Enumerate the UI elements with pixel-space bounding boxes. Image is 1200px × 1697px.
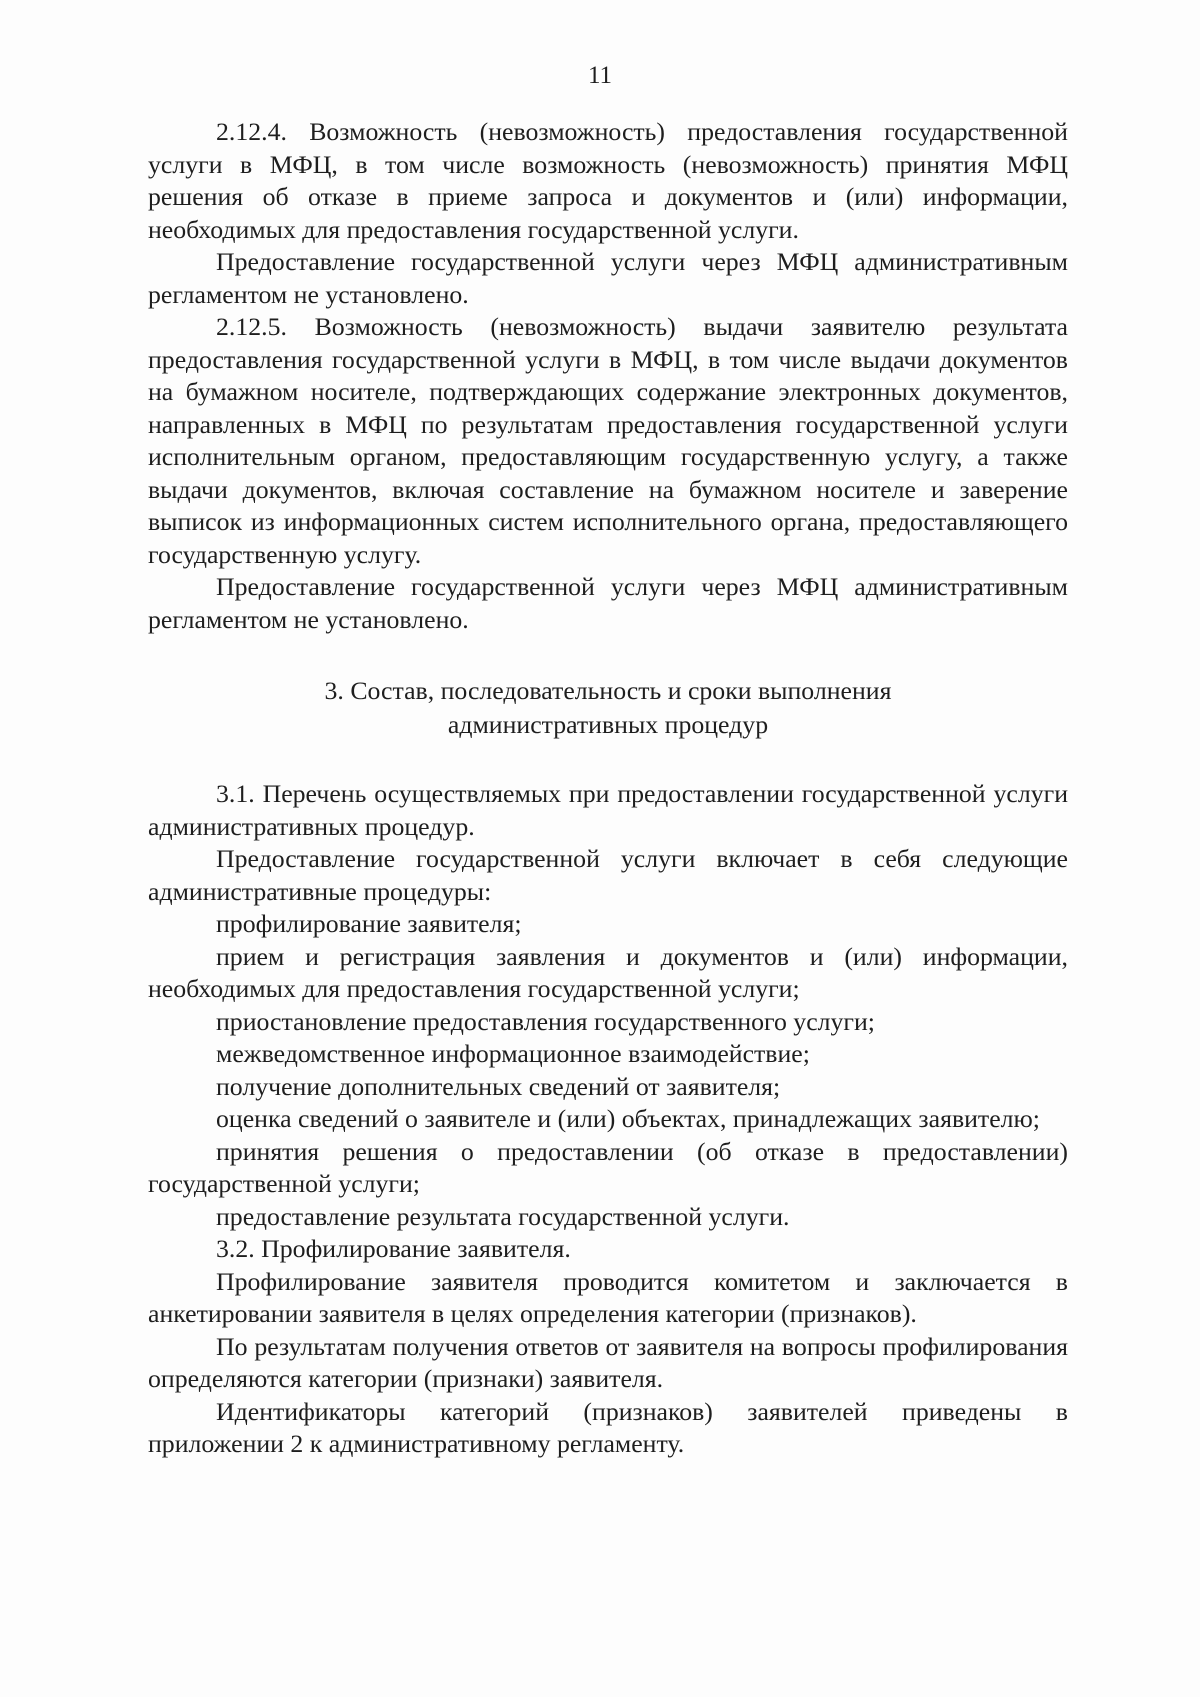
list-item-procedure: профилирование заявителя; — [216, 909, 522, 938]
paragraph-mfc-not-established-2: Предоставление государственной услуги через МФЦ административным регламентом не установлено. — [148, 572, 1068, 634]
section-3-heading-line2: административных процедур — [447, 710, 769, 739]
paragraph-3-2: 3.2. Профилирование заявителя. — [216, 1234, 571, 1263]
paragraph-2-12-4: 2.12.4. Возможность (невозможность) предоставления государственной услуги в МФЦ, в том числе возможность (невозможность) принятия МФЦ решения об отказе в приеме запроса и документов и (или) информации, необходимых для предоставления государственной услуги. — [148, 117, 1068, 244]
page-number: 11 — [587, 62, 613, 89]
section-3-heading — [148, 674, 1068, 742]
paragraph-2-12-5: 2.12.5. Возможность (невозможность) выдачи заявителю результата предоставления государственной услуги в МФЦ, в том числе выдачи документов на бумажном носителе, подтверждающих содержание электронных документов, направленных в МФЦ по результатам предоставления государственной услуги исполнительным органом, предоставляющим государственную услугу, а также выдачи документов, включая составление на бумажном носителе и заверение выписок из информационных систем исполнительного органа, предоставляющего государственную услугу. — [148, 312, 1068, 569]
paragraph-category-identifiers: Идентификаторы категорий (признаков) заявителей приведены в приложении 2 к административному регламенту. — [148, 1396, 1068, 1458]
list-item-procedure: оценка сведений о заявителе и (или) объектах, принадлежащих заявителю; — [216, 1104, 1040, 1133]
document-body — [148, 116, 1068, 1461]
paragraph-profiling-results: По результатам получения ответов от заявителя на вопросы профилирования определяются категории (признаки) заявителя. — [148, 1331, 1068, 1393]
paragraph-mfc-not-established-1: Предоставление государственной услуги через МФЦ административным регламентом не установлено. — [148, 247, 1068, 309]
list-item-procedure: принятия решения о предоставлении (об отказе в предоставлении) государственной услуги; — [148, 1136, 1068, 1198]
paragraph-profiling-description: Профилирование заявителя проводится комитетом и заключается в анкетировании заявителя в целях определения категории (признаков). — [148, 1266, 1068, 1328]
list-item-procedure: межведомственное информационное взаимодействие; — [216, 1039, 810, 1068]
section-3-heading-line1: 3. Состав, последовательность и сроки выполнения — [324, 676, 892, 705]
section-2-block — [148, 116, 1068, 636]
section-3-block — [148, 778, 1068, 1461]
list-item-procedure: прием и регистрация заявления и документов и (или) информации, необходимых для предоставления государственной услуги; — [148, 941, 1068, 1003]
paragraph-3-1: 3.1. Перечень осуществляемых при предоставлении государственной услуги административных процедур. — [148, 779, 1068, 841]
paragraph-procedures-intro: Предоставление государственной услуги включает в себя следующие административные процедуры: — [148, 844, 1068, 906]
list-item-procedure: получение дополнительных сведений от заявителя; — [216, 1071, 781, 1101]
list-item-procedure: приостановление предоставления государственного услуги; — [216, 1006, 875, 1036]
list-item-procedure: предоставление результата государственной услуги. — [216, 1201, 790, 1231]
